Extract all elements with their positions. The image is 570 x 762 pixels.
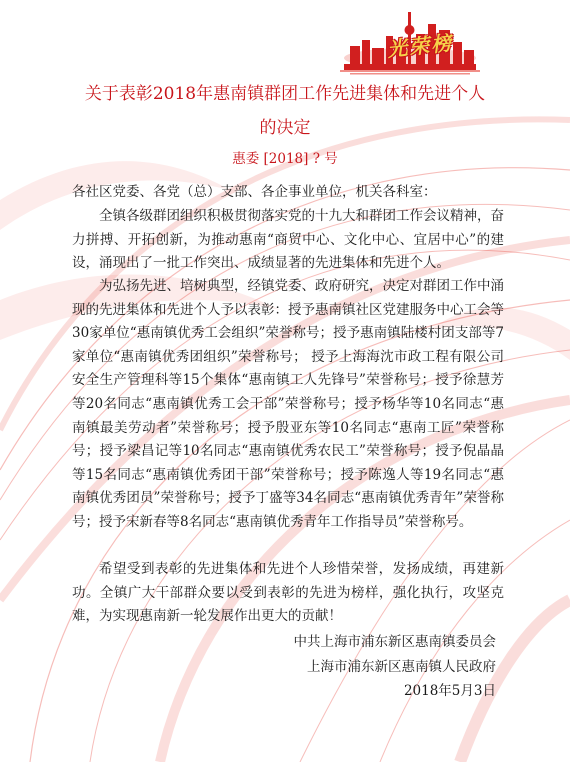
- document-number: 惠委 [2018] ? 号: [232, 151, 338, 167]
- document-title-line2: 的决定: [259, 118, 311, 138]
- paragraph-2-text: 为弘扬先进、培树典型，经镇党委、政府研究，决定对群团工作中涌现的先进集体和先进个人予以表彰：授予惠南镇社区党建服务中心工会等30家单位“惠南镇优秀工会组织”荣誉称号；授予惠南镇陆楼村团支部等7家单位“惠南镇优秀团组织”荣誉称号； 授予上海海沈市政工程有限公司安全生产管理科等15个集体“惠南镇工人先锋号”荣誉称号；授予徐慧芳等20名同志“惠南镇优秀工会干部”荣誉称号；授予杨华等10名同志“惠南镇最美劳动者”荣誉称号；授予殷亚东等10名同志“惠南工匠”荣誉称号；授予梁昌记等10名同志“惠南镇优秀农民工”荣誉称号；授予倪晶晶等15名同志“惠南镇优秀团干部”荣誉称号；授予陈逸人等19名同志“惠南镇优秀团员”荣誉称号；授予丁盛等34名同志“惠南镇优秀青年”荣誉称号；授予宋新春等8名同志“惠南镇优秀青年工作指导员”荣誉称号。: [72, 278, 504, 530]
- document-title: 关于表彰2018年惠南镇群团工作先进集体和先进个人: [84, 84, 486, 104]
- addressee: 各社区党委、各党（总）支部、各企事业单位，机关各科室：: [72, 184, 437, 200]
- signer-government: 上海市浦东新区惠南镇人民政府: [307, 659, 496, 675]
- signer-party-committee: 中共上海市浦东新区惠南镇委员会: [293, 634, 496, 650]
- document-date: 2018年5月3日: [403, 683, 496, 699]
- paragraph-2: [72, 275, 504, 535]
- paragraph-1-text: 全镇各级群团组织积极贯彻落实党的十九大和群团工作会议精神，奋力拼搏、开拓创新，为推动惠南“商贸中心、文化中心、宜居中心”的建设，涌现出了一批工作突出、成绩显著的先进集体和先进个人。: [72, 208, 504, 272]
- paragraph-3-text: 希望受到表彰的先进集体和先进个人珍惜荣誉，发扬成绩，再建新功。全镇广大干部群众要以受到表彰的先进为榜样，强化执行，攻坚克难，为实现惠南新一轮发展作出更大的贡献！: [72, 561, 504, 625]
- paragraph-1: [72, 205, 504, 276]
- logo-title: 光荣榜: [386, 30, 455, 62]
- paragraph-3: [72, 558, 504, 629]
